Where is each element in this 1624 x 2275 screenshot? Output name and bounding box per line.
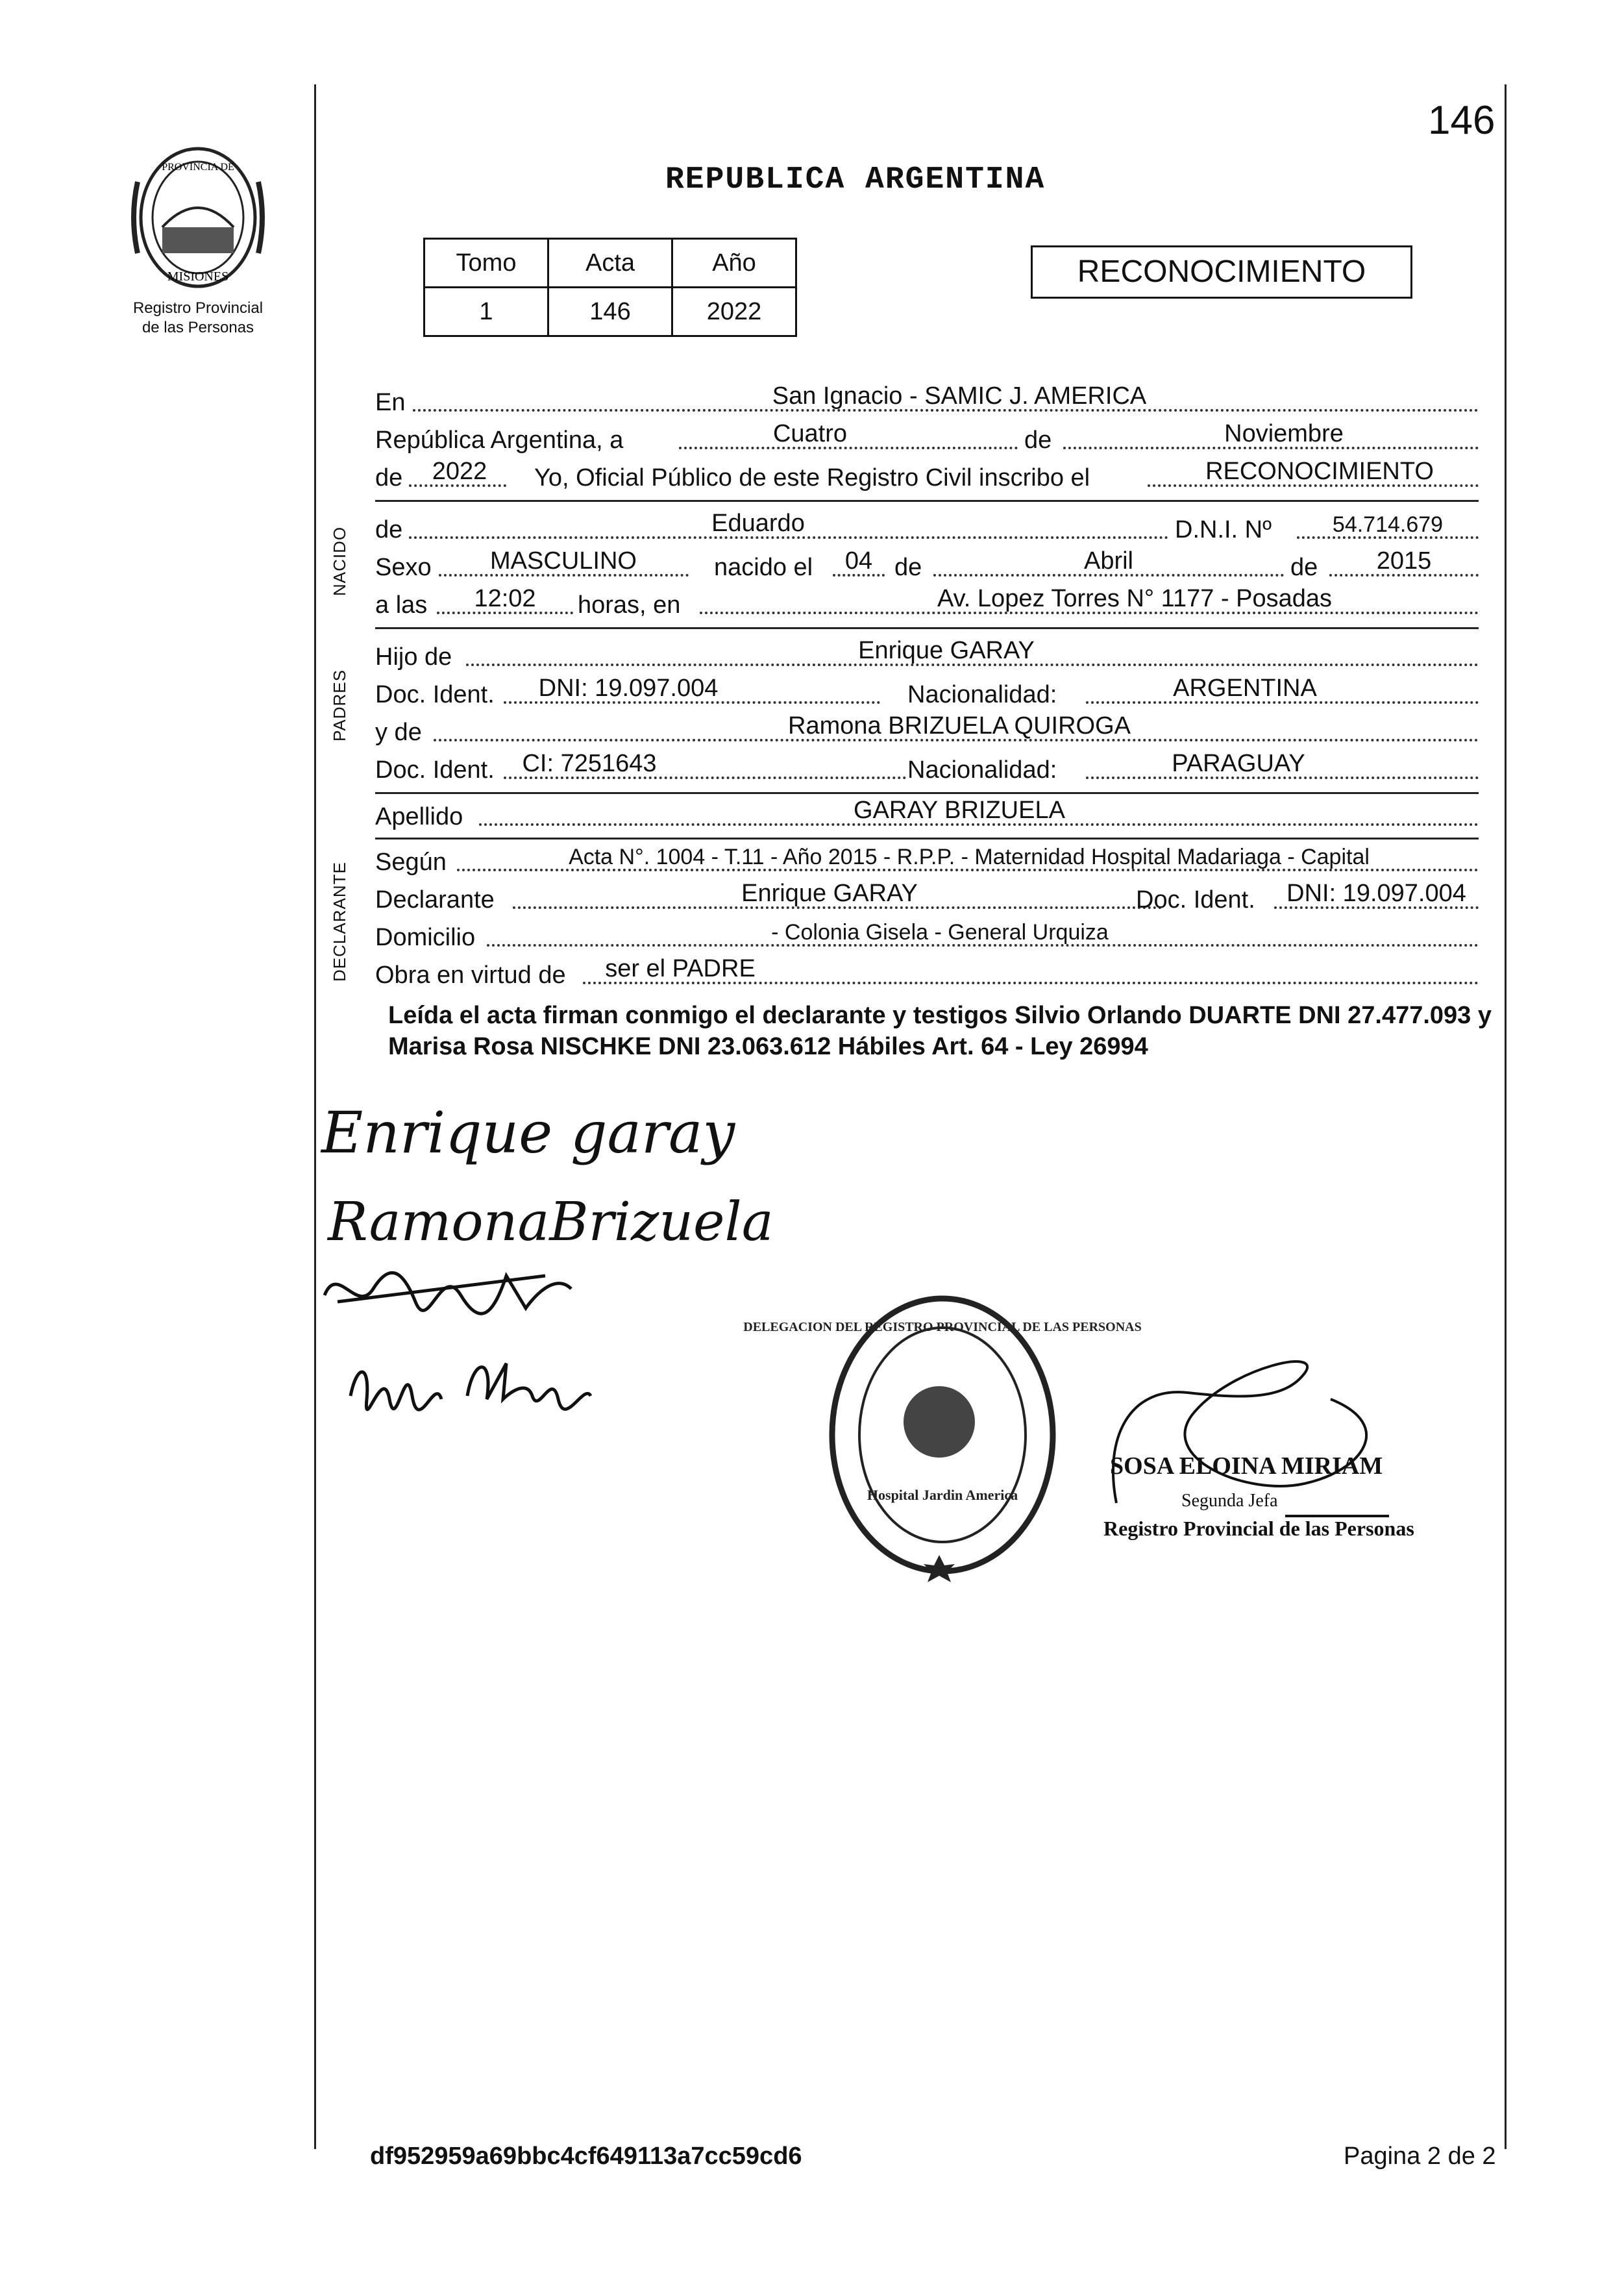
record-type-box: RECONOCIMIENTO [1031, 245, 1412, 299]
apellido-value: GARAY BRIZUELA [854, 797, 1065, 824]
row-hijo: Hijo de Enrique GARAY [375, 636, 1479, 674]
organization-name: Registro Provincial de las Personas [132, 299, 264, 336]
father-doc-value: DNI: 19.097.004 [538, 675, 719, 702]
row-apellido: Apellido GARAY BRIZUELA [375, 796, 1479, 834]
act-type-value: RECONOCIMIENTO [1205, 458, 1434, 485]
row-declarante: Declarante Enrique GARAY Doc. Ident. DNI: 19.097.004 [375, 879, 1479, 917]
svg-text:Registro Provincial de las Per: Registro Provincial de las Personas [1103, 1517, 1414, 1540]
row-segun: Según Acta N°. 1004 - T.11 - Año 2015 - R.P.P. - Maternidad Hospital Madariaga - Capital [375, 841, 1479, 879]
separator-3 [375, 792, 1479, 794]
row-father-doc: Doc. Ident. DNI: 19.097.004 Nacionalidad: ARGENTINA [375, 674, 1479, 712]
row-sexo: Sexo MASCULINO nacido el 04 de Abril de 2015 [375, 547, 1479, 584]
separator-1 [375, 500, 1479, 502]
svg-text:RamonaBrizuela: RamonaBrizuela [328, 1191, 774, 1253]
page-indicator: Pagina 2 de 2 [1344, 2143, 1496, 2170]
day-value: Cuatro [772, 420, 848, 447]
mother-doc-value: CI: 7251643 [522, 750, 657, 777]
nacido-section-label: NACIDO [330, 526, 349, 596]
separator-4 [375, 838, 1479, 839]
mother-nationality-value: PARAGUAY [1172, 750, 1305, 777]
signature-witness-2 [338, 1337, 610, 1422]
child-dni-value: 54.714.679 [1332, 512, 1444, 537]
row-y-de: y de Ramona BRIZUELA QUIROGA [375, 712, 1479, 749]
obra-value: ser el PADRE [605, 955, 756, 982]
row-domicilio: Domicilio - Colonia Gisela - General Urquiza [375, 917, 1479, 954]
separator-2 [375, 627, 1479, 629]
svg-text:Segunda Jefa: Segunda Jefa [1181, 1491, 1278, 1511]
month-value: Noviembre [1224, 420, 1344, 447]
province-seal-logo [123, 143, 273, 292]
row-republica: República Argentina, a Cuatro de Noviembre [375, 419, 1479, 457]
birth-month-value: Abril [1083, 547, 1134, 575]
domicilio-value: - Colonia Gisela - General Urquiza [771, 920, 1109, 945]
birth-time-value: 12:02 [474, 585, 536, 612]
page-number: 146 [1428, 98, 1495, 143]
svg-text:SOSA ELOINA MIRIAM: SOSA ELOINA MIRIAM [1110, 1452, 1383, 1480]
tomo-header: Tomo [424, 239, 548, 288]
father-nationality-value: ARGENTINA [1173, 675, 1317, 702]
document-title: REPUBLICA ARGENTINA [665, 162, 1046, 197]
anio-header: Año [672, 239, 796, 288]
row-en: En San Ignacio - SAMIC J. AMERICA [375, 382, 1479, 419]
tomo-value: 1 [424, 288, 548, 336]
svg-text:MISIONES: MISIONES [167, 269, 229, 284]
official-signature [1090, 1360, 1454, 1581]
row-nacido-name: de Eduardo D.N.I. Nº 54.714.679 [375, 509, 1479, 547]
segun-value: Acta N°. 1004 - T.11 - Año 2015 - R.P.P. - Maternidad Hospital Madariaga - Capital [569, 845, 1370, 869]
sexo-value: MASCULINO [490, 547, 637, 575]
right-margin-line [1505, 84, 1507, 2149]
tomo-acta-table [423, 238, 797, 337]
birth-day-value: 04 [844, 547, 873, 575]
declarante-doc-value: DNI: 19.097.004 [1286, 880, 1466, 907]
anio-value: 2022 [672, 288, 796, 336]
row-year: de 2022 Yo, Oficial Público de este Registro Civil inscribo el RECONOCIMIENTO [375, 457, 1479, 495]
svg-text:DELEGACION DEL REGISTRO PROVIN: DELEGACION DEL REGISTRO PROVINCIAL DE LAS PERSONAS [743, 1320, 1142, 1334]
declarante-value: Enrique GARAY [741, 880, 918, 907]
father-name-value: Enrique GARAY [858, 637, 1035, 664]
document-hash: df952959a69bbc4cf649113a7cc59cd6 [370, 2143, 802, 2170]
svg-text:PROVINCIA DE: PROVINCIA DE [162, 162, 234, 173]
svg-text:Enrique garay: Enrique garay [321, 1099, 735, 1166]
padres-section-label: PADRES [330, 669, 349, 741]
row-mother-doc: Doc. Ident. CI: 7251643 Nacionalidad: PARAGUAY [375, 749, 1479, 787]
row-time-place: a las 12:02 horas, en Av. Lopez Torres N° 1177 - Posadas [375, 584, 1479, 622]
signature-enrique [318, 1091, 735, 1182]
official-stamp [743, 1286, 1142, 1584]
birth-place-value: Av. Lopez Torres N° 1177 - Posadas [937, 585, 1333, 612]
year-value: 2022 [432, 458, 487, 485]
acta-header: Acta [548, 239, 672, 288]
declarante-section-label: DECLARANTE [330, 862, 349, 982]
birth-year-value: 2015 [1376, 547, 1432, 575]
svg-text:Hospital Jardin America: Hospital Jardin America [867, 1487, 1018, 1503]
place-value: San Ignacio - SAMIC J. AMERICA [772, 382, 1147, 410]
left-margin-line [314, 84, 316, 2149]
signature-witness-1 [312, 1250, 597, 1334]
closing-statement: Leída el acta firman conmigo el declarante y testigos Silvio Orlando DUARTE DNI 27.477.093 y Marisa Rosa NISCHKE DNI 23.063.612 Hábiles Art. 64 - Ley 26994 [388, 1002, 1492, 1060]
row-obra: Obra en virtud de ser el PADRE [375, 954, 1479, 992]
acta-value: 146 [548, 288, 672, 336]
child-name-value: Eduardo [711, 510, 805, 537]
mother-name-value: Ramona BRIZUELA QUIROGA [788, 712, 1131, 740]
